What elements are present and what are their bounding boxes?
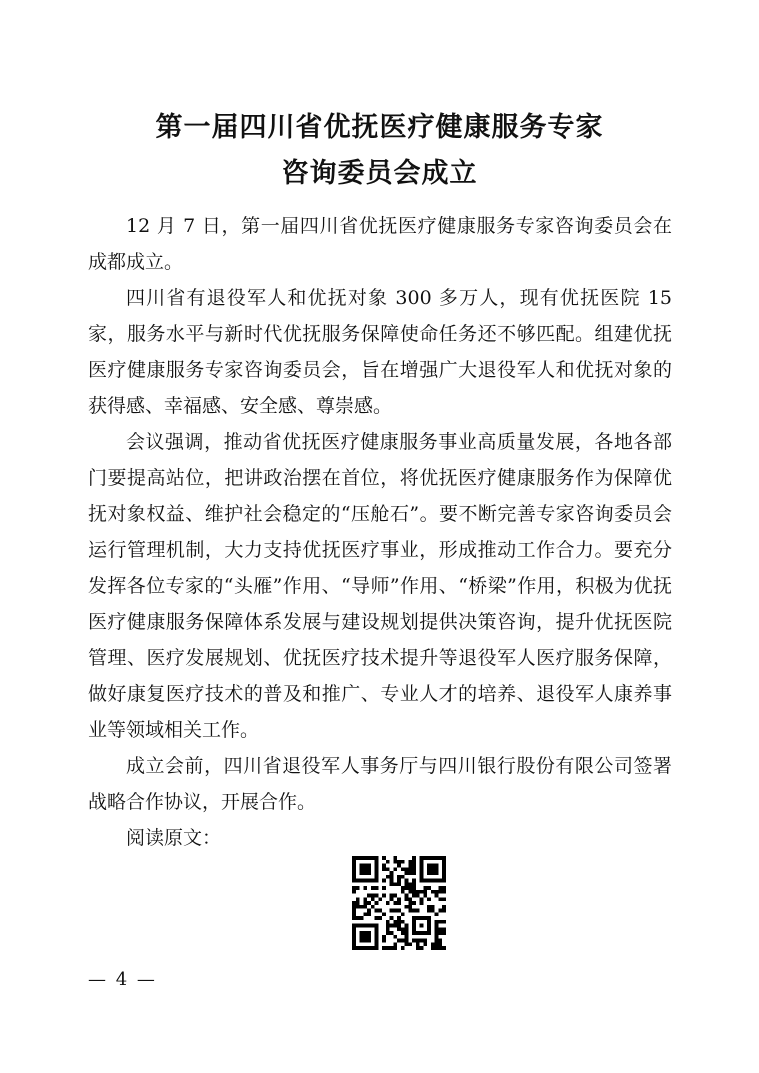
qr-code-icon[interactable] [352,856,446,950]
paragraph-3: 会议强调，推动省优抚医疗健康服务事业高质量发展，各地各部门要提高站位，把讲政治摆在首位，将优抚医疗健康服务作为保障优抚对象权益、维护社会稳定的“压舱石”。要不断完善专家咨询委员会运行管理机制，大力支持优抚医疗事业，形成推动工作合力。要充分发挥各位专家的“头雁”作用、“导师”作用、“桥梁”作用，积极为优抚医疗健康服务保障体系发展与建设规划提供决策咨询，提升优抚医院管理、医疗发展规划、优抚医疗技术提升等退役军人医疗服务保障，做好康复医疗技术的普及和推广、专业人才的培养、退役军人康养事业等领域相关工作。 [88,431,672,741]
read-original-label: 阅读原文： [126,827,222,849]
document-title-line-2: 咨询委员会成立 [281,158,478,189]
paragraph-1: 12 月 7 日，第一届四川省优抚医疗健康服务专家咨询委员会在成都成立。 [88,215,672,273]
paragraph-2: 四川省有退役军人和优抚对象 300 多万人，现有优抚医院 15 家，服务水平与新时代优抚服务保障使命任务还不够匹配。组建优抚医疗健康服务专家咨询委员会，旨在增强广大退役军人和优抚对象的获得感、幸福感、安全感、尊崇感。 [88,287,672,417]
document-title-line-1: 第一届四川省优抚医疗健康服务专家 [155,112,604,143]
paragraph-4: 成立会前，四川省退役军人事务厅与四川银行股份有限公司签署战略合作协议，开展合作。 [88,755,672,813]
page-number: — 4 — [88,969,157,990]
document-body [88,208,672,856]
